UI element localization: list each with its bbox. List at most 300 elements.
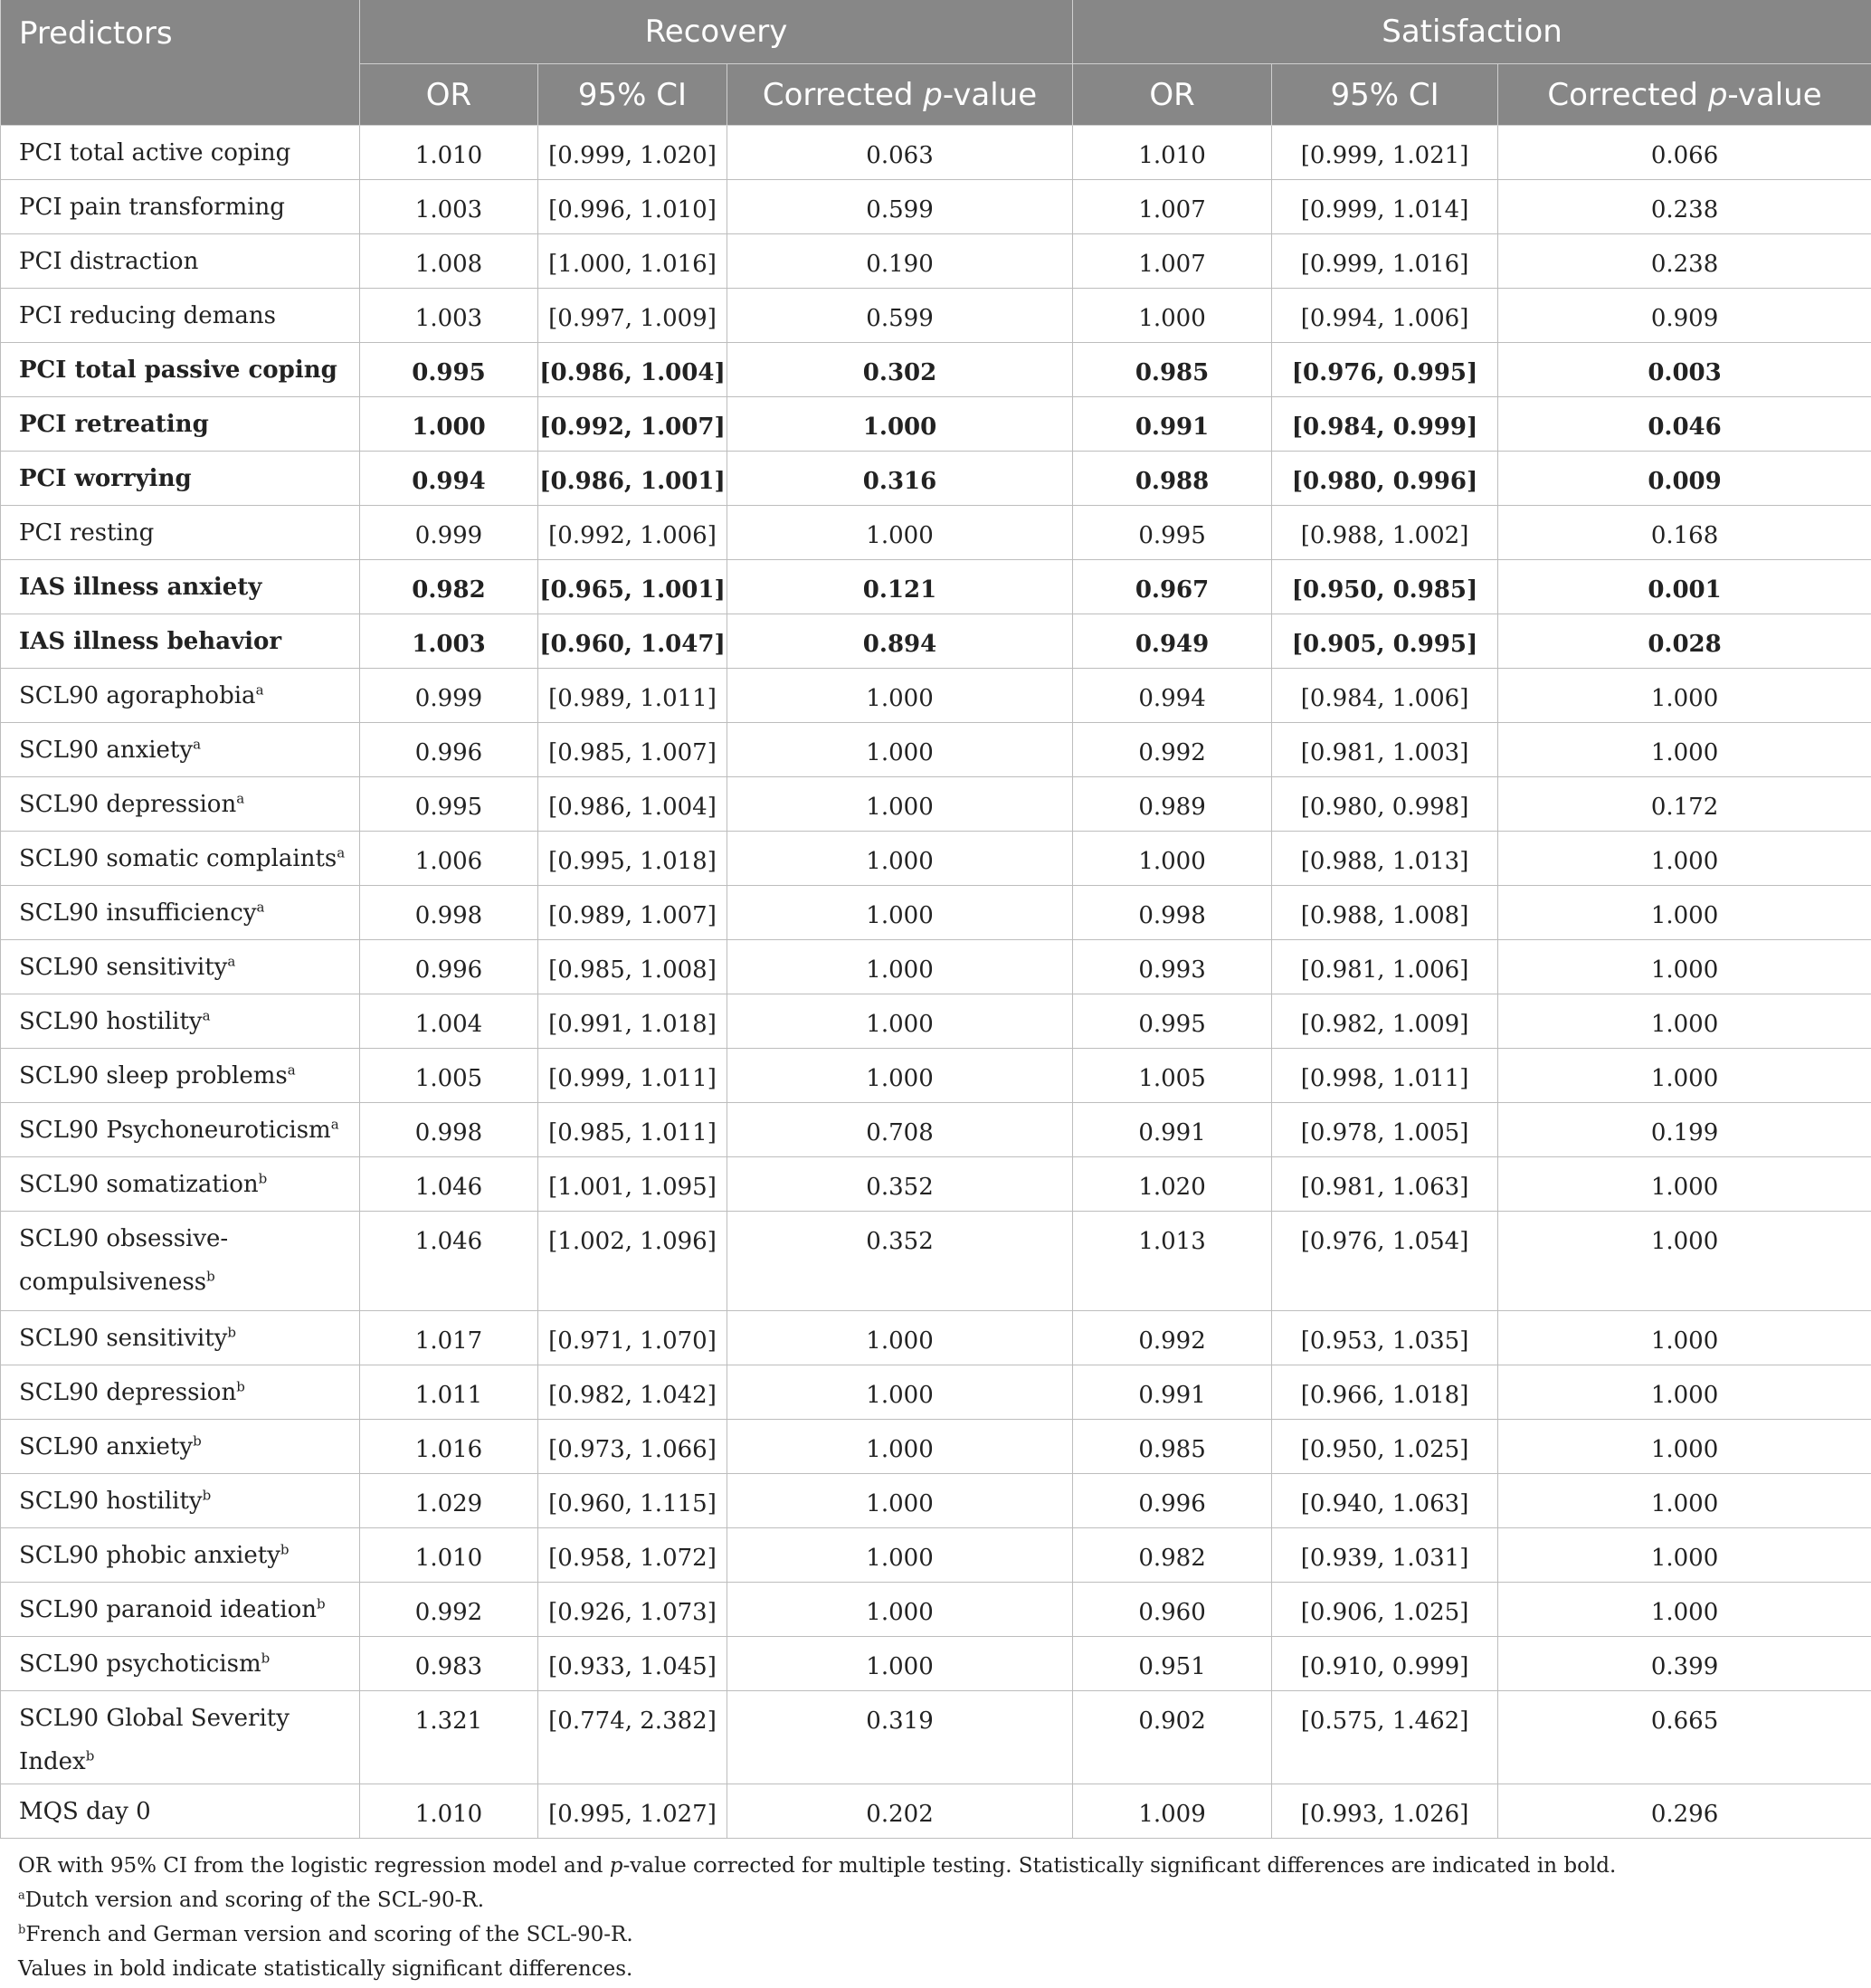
- satisfaction-p-cell: 0.399: [1498, 1637, 1871, 1691]
- predictor-cell: [1, 289, 360, 343]
- p-italic: p: [609, 1854, 623, 1878]
- predictor-cell: [1, 777, 360, 832]
- predictor-name: SCL90 obsessive-compulsiveness: [19, 1225, 229, 1296]
- table-row: [1, 1637, 1871, 1691]
- recovery-p-cell: 1.000: [727, 940, 1073, 994]
- recovery-ci-cell: [0.995, 1.018]: [538, 832, 727, 886]
- satisfaction-or-cell: 0.996: [1073, 1474, 1272, 1528]
- predictor-name: PCI distraction: [19, 248, 199, 275]
- satisfaction-or-cell: 0.992: [1073, 723, 1272, 777]
- footnote-marker: b: [227, 1324, 236, 1341]
- predictor-cell: [1, 1637, 360, 1691]
- recovery-ci-cell: [0.985, 1.007]: [538, 723, 727, 777]
- satisfaction-p-cell: 1.000: [1498, 886, 1871, 940]
- footnote-marker: a: [227, 953, 236, 970]
- satisfaction-or-cell: 1.005: [1073, 1049, 1272, 1103]
- table-row: [1, 832, 1871, 886]
- satisfaction-ci-cell: [0.981, 1.006]: [1272, 940, 1498, 994]
- recovery-or-cell: 0.992: [360, 1583, 538, 1637]
- footnote-marker: b: [280, 1541, 290, 1558]
- predictor-name: SCL90 psychoticism: [19, 1650, 261, 1678]
- recovery-p-cell: 1.000: [727, 506, 1073, 560]
- satisfaction-or-cell: 1.013: [1073, 1212, 1272, 1311]
- table-row: [1, 1474, 1871, 1528]
- satisfaction-corrected-p-header: [1498, 64, 1871, 126]
- recovery-or-cell: 0.995: [360, 777, 538, 832]
- table-row: [1, 180, 1871, 234]
- predictor-cell: [1, 343, 360, 397]
- predictor-name: SCL90 somatization: [19, 1171, 259, 1198]
- recovery-p-cell: 0.708: [727, 1103, 1073, 1157]
- recovery-p-cell: 1.000: [727, 1528, 1073, 1583]
- recovery-ci-cell: [0.933, 1.045]: [538, 1637, 727, 1691]
- satisfaction-ci-cell: [0.950, 0.985]: [1272, 560, 1498, 614]
- recovery-p-cell: 0.316: [727, 452, 1073, 506]
- satisfaction-p-cell: 1.000: [1498, 1157, 1871, 1212]
- satisfaction-or-cell: 0.988: [1073, 452, 1272, 506]
- satisfaction-ci-cell: [0.988, 1.008]: [1272, 886, 1498, 940]
- predictor-cell: [1, 1157, 360, 1212]
- satisfaction-or-cell: 0.985: [1073, 1420, 1272, 1474]
- table-row: [1, 560, 1871, 614]
- table-row: [1, 1784, 1871, 1839]
- recovery-ci-cell: [0.971, 1.070]: [538, 1311, 727, 1365]
- satisfaction-or-cell: 0.991: [1073, 397, 1272, 452]
- satisfaction-or-cell: 0.995: [1073, 506, 1272, 560]
- satisfaction-or-cell: 1.000: [1073, 832, 1272, 886]
- recovery-or-cell: 0.982: [360, 560, 538, 614]
- satisfaction-ci-cell: [0.998, 1.011]: [1272, 1049, 1498, 1103]
- recovery-or-cell: 0.998: [360, 1103, 538, 1157]
- satisfaction-or-cell: 0.991: [1073, 1365, 1272, 1420]
- predictors-header: Predictors: [1, 0, 360, 126]
- footnote-marker: b: [193, 1432, 202, 1450]
- recovery-p-cell: 1.000: [727, 1049, 1073, 1103]
- recovery-ci-cell: [0.997, 1.009]: [538, 289, 727, 343]
- satisfaction-p-cell: 1.000: [1498, 669, 1871, 723]
- recovery-ci-cell: [0.989, 1.011]: [538, 669, 727, 723]
- satisfaction-or-cell: 0.994: [1073, 669, 1272, 723]
- satisfaction-ci-cell: [0.905, 0.995]: [1272, 614, 1498, 669]
- satisfaction-p-cell: 0.001: [1498, 560, 1871, 614]
- recovery-or-cell: 0.995: [360, 343, 538, 397]
- satisfaction-or-cell: 1.009: [1073, 1784, 1272, 1839]
- recovery-or-cell: 1.003: [360, 614, 538, 669]
- table-row: [1, 1311, 1871, 1365]
- satisfaction-ci-cell: [0.988, 1.013]: [1272, 832, 1498, 886]
- recovery-p-cell: 1.000: [727, 994, 1073, 1049]
- footnote-b: [18, 1917, 1855, 1952]
- footnote-marker: a: [287, 1061, 296, 1079]
- footnote-marker: b: [202, 1487, 212, 1504]
- satisfaction-or-cell: 1.010: [1073, 126, 1272, 180]
- table-row: [1, 1212, 1871, 1311]
- satisfaction-p-cell: 0.009: [1498, 452, 1871, 506]
- satisfaction-ci-cell: [0.978, 1.005]: [1272, 1103, 1498, 1157]
- recovery-ci-cell: [1.000, 1.016]: [538, 234, 727, 289]
- recovery-or-cell: 1.321: [360, 1691, 538, 1784]
- recovery-ci-cell: [0.999, 1.011]: [538, 1049, 727, 1103]
- satisfaction-p-cell: 0.665: [1498, 1691, 1871, 1784]
- table-row: [1, 126, 1871, 180]
- recovery-or-cell: 1.011: [360, 1365, 538, 1420]
- recovery-ci-cell: [0.926, 1.073]: [538, 1583, 727, 1637]
- recovery-or-cell: 0.999: [360, 506, 538, 560]
- predictor-cell: [1, 1103, 360, 1157]
- recovery-p-cell: 0.352: [727, 1157, 1073, 1212]
- recovery-ci-cell: [0.989, 1.007]: [538, 886, 727, 940]
- satisfaction-ci-cell: [0.984, 1.006]: [1272, 669, 1498, 723]
- recovery-ci-cell: [0.774, 2.382]: [538, 1691, 727, 1784]
- predictor-name: PCI total active coping: [19, 139, 291, 166]
- recovery-or-cell: 0.996: [360, 723, 538, 777]
- recovery-or-cell: 1.046: [360, 1212, 538, 1311]
- table-row: [1, 723, 1871, 777]
- recovery-ci-cell: [0.992, 1.007]: [538, 397, 727, 452]
- predictor-cell: [1, 560, 360, 614]
- table-row: [1, 506, 1871, 560]
- table-row: [1, 1583, 1871, 1637]
- footnote-marker: b: [206, 1268, 215, 1285]
- predictor-name: SCL90 paranoid ideation: [19, 1596, 318, 1623]
- recovery-ci-cell: [1.002, 1.096]: [538, 1212, 727, 1311]
- recovery-ci-cell: [0.965, 1.001]: [538, 560, 727, 614]
- recovery-or-cell: 1.046: [360, 1157, 538, 1212]
- satisfaction-or-header: OR: [1073, 64, 1272, 126]
- recovery-or-cell: 1.003: [360, 180, 538, 234]
- satisfaction-or-cell: 0.985: [1073, 343, 1272, 397]
- recovery-or-cell: 0.983: [360, 1637, 538, 1691]
- table-row: [1, 994, 1871, 1049]
- satisfaction-ci-cell: [0.999, 1.021]: [1272, 126, 1498, 180]
- recovery-or-cell: 1.005: [360, 1049, 538, 1103]
- recovery-or-cell: 1.017: [360, 1311, 538, 1365]
- footnote-marker: b: [261, 1650, 271, 1667]
- satisfaction-ci-cell: [0.939, 1.031]: [1272, 1528, 1498, 1583]
- predictor-cell: [1, 234, 360, 289]
- predictor-name: SCL90 anxiety: [19, 1433, 194, 1460]
- predictor-name: SCL90 sensitivity: [19, 1325, 228, 1352]
- satisfaction-p-cell: 0.066: [1498, 126, 1871, 180]
- predictor-name: SCL90 somatic complaints: [19, 845, 337, 872]
- satisfaction-or-cell: 0.991: [1073, 1103, 1272, 1157]
- satisfaction-p-cell: 1.000: [1498, 1365, 1871, 1420]
- recovery-p-cell: 0.894: [727, 614, 1073, 669]
- table-row: [1, 614, 1871, 669]
- predictor-cell: [1, 506, 360, 560]
- predictor-cell: [1, 1691, 360, 1784]
- recovery-header: Recovery: [360, 0, 1073, 64]
- satisfaction-or-cell: 0.993: [1073, 940, 1272, 994]
- satisfaction-or-cell: 1.020: [1073, 1157, 1272, 1212]
- footnote-a: [18, 1883, 1855, 1917]
- table-row: [1, 289, 1871, 343]
- predictor-name: SCL90 Global Severity Index: [19, 1705, 290, 1775]
- satisfaction-p-cell: 0.199: [1498, 1103, 1871, 1157]
- recovery-p-cell: 0.319: [727, 1691, 1073, 1784]
- predictor-name: PCI worrying: [19, 465, 192, 492]
- footnote-marker: b: [85, 1747, 95, 1764]
- recovery-p-cell: 1.000: [727, 397, 1073, 452]
- satisfaction-p-cell: 0.238: [1498, 180, 1871, 234]
- satisfaction-ci-cell: [0.953, 1.035]: [1272, 1311, 1498, 1365]
- recovery-or-cell: 1.016: [360, 1420, 538, 1474]
- predictor-name: PCI retreating: [19, 411, 209, 438]
- recovery-or-cell: 0.996: [360, 940, 538, 994]
- predictor-cell: [1, 1528, 360, 1583]
- footnote-text: -value corrected for multiple testing. Statistically significant differences are indicated in bold.: [622, 1854, 1617, 1878]
- p-italic: p: [1707, 76, 1728, 113]
- predictor-name: PCI reducing demans: [19, 302, 276, 329]
- recovery-p-cell: 0.599: [727, 180, 1073, 234]
- satisfaction-or-cell: 0.982: [1073, 1528, 1272, 1583]
- table-row: [1, 234, 1871, 289]
- predictor-cell: [1, 723, 360, 777]
- satisfaction-p-cell: 0.028: [1498, 614, 1871, 669]
- recovery-ci-cell: [0.999, 1.020]: [538, 126, 727, 180]
- predictor-name: SCL90 depression: [19, 791, 237, 818]
- footnote-text: Dutch version and scoring of the SCL-90-R.: [24, 1888, 485, 1912]
- satisfaction-or-cell: 0.995: [1073, 994, 1272, 1049]
- satisfaction-or-cell: 0.902: [1073, 1691, 1272, 1784]
- recovery-p-cell: 1.000: [727, 1583, 1073, 1637]
- satisfaction-or-cell: 1.007: [1073, 180, 1272, 234]
- table-row: [1, 1691, 1871, 1784]
- footnote-marker: a: [337, 844, 346, 861]
- recovery-ci-cell: [0.991, 1.018]: [538, 994, 727, 1049]
- table-row: [1, 397, 1871, 452]
- satisfaction-ci-cell: [0.999, 1.014]: [1272, 180, 1498, 234]
- satisfaction-ci-cell: [0.575, 1.462]: [1272, 1691, 1498, 1784]
- satisfaction-or-cell: 0.967: [1073, 560, 1272, 614]
- satisfaction-ci-cell: [0.982, 1.009]: [1272, 994, 1498, 1049]
- recovery-or-header: OR: [360, 64, 538, 126]
- predictor-cell: [1, 614, 360, 669]
- recovery-or-cell: 0.994: [360, 452, 538, 506]
- table-row: [1, 1528, 1871, 1583]
- value-label: -value: [942, 76, 1038, 113]
- predictor-cell: [1, 940, 360, 994]
- footnote-marker: b: [18, 1923, 26, 1937]
- satisfaction-ci-cell: [0.940, 1.063]: [1272, 1474, 1498, 1528]
- recovery-or-cell: 0.998: [360, 886, 538, 940]
- satisfaction-p-cell: 1.000: [1498, 1528, 1871, 1583]
- footnote-marker: b: [258, 1170, 268, 1187]
- satisfaction-ci-cell: [0.910, 0.999]: [1272, 1637, 1498, 1691]
- satisfaction-header: Satisfaction: [1073, 0, 1871, 64]
- p-italic: p: [923, 76, 943, 113]
- footnote-bold: [18, 1952, 1855, 1986]
- satisfaction-ci-cell: [0.950, 1.025]: [1272, 1420, 1498, 1474]
- footnote-text: French and German version and scoring of the SCL-90-R.: [25, 1923, 633, 1946]
- satisfaction-ci-cell: [0.981, 1.003]: [1272, 723, 1498, 777]
- predictor-name: SCL90 insufficiency: [19, 899, 257, 927]
- predictor-cell: [1, 1049, 360, 1103]
- recovery-p-cell: 1.000: [727, 1474, 1073, 1528]
- recovery-p-cell: 1.000: [727, 777, 1073, 832]
- recovery-or-cell: 1.008: [360, 234, 538, 289]
- table-row: [1, 452, 1871, 506]
- recovery-ci-cell: [0.960, 1.047]: [538, 614, 727, 669]
- predictor-name: IAS illness anxiety: [19, 574, 262, 601]
- recovery-p-cell: 0.302: [727, 343, 1073, 397]
- satisfaction-p-cell: 0.238: [1498, 234, 1871, 289]
- satisfaction-p-cell: 1.000: [1498, 1311, 1871, 1365]
- predictor-cell: [1, 669, 360, 723]
- predictor-name: SCL90 agoraphobia: [19, 682, 256, 709]
- recovery-or-cell: 0.999: [360, 669, 538, 723]
- satisfaction-p-cell: 1.000: [1498, 1583, 1871, 1637]
- predictor-cell: [1, 126, 360, 180]
- recovery-or-cell: 1.006: [360, 832, 538, 886]
- footnote-marker: a: [193, 736, 202, 753]
- footnote-text: Values in bold indicate statistically significant differences.: [18, 1957, 633, 1981]
- table-header: [1, 0, 1871, 126]
- recovery-ci-cell: [1.001, 1.095]: [538, 1157, 727, 1212]
- recovery-p-cell: 1.000: [727, 832, 1073, 886]
- recovery-p-cell: 0.063: [727, 126, 1073, 180]
- satisfaction-p-cell: 0.172: [1498, 777, 1871, 832]
- predictor-name: SCL90 depression: [19, 1379, 237, 1406]
- recovery-ci-cell: [0.985, 1.008]: [538, 940, 727, 994]
- predictor-cell: [1, 1583, 360, 1637]
- recovery-p-cell: 1.000: [727, 669, 1073, 723]
- satisfaction-ci-cell: [0.994, 1.006]: [1272, 289, 1498, 343]
- satisfaction-or-cell: 0.949: [1073, 614, 1272, 669]
- recovery-ci-cell: [0.992, 1.006]: [538, 506, 727, 560]
- footnote-marker: a: [255, 681, 264, 699]
- predictor-name: SCL90 sensitivity: [19, 954, 228, 981]
- satisfaction-p-cell: 0.003: [1498, 343, 1871, 397]
- recovery-ci-cell: [0.960, 1.115]: [538, 1474, 727, 1528]
- satisfaction-ci-cell: [0.984, 0.999]: [1272, 397, 1498, 452]
- satisfaction-ci-cell: [0.980, 0.996]: [1272, 452, 1498, 506]
- recovery-or-cell: 1.010: [360, 1528, 538, 1583]
- predictor-name: SCL90 Psychoneuroticism: [19, 1117, 331, 1144]
- predictor-cell: [1, 180, 360, 234]
- predictor-name: PCI total passive coping: [19, 357, 337, 384]
- satisfaction-ci-cell: [0.980, 0.998]: [1272, 777, 1498, 832]
- satisfaction-ci-cell: [0.976, 1.054]: [1272, 1212, 1498, 1311]
- predictor-name: SCL90 hostility: [19, 1008, 203, 1035]
- predictor-cell: [1, 1474, 360, 1528]
- satisfaction-ci-cell: [0.988, 1.002]: [1272, 506, 1498, 560]
- satisfaction-or-cell: 1.007: [1073, 234, 1272, 289]
- table-row: [1, 1420, 1871, 1474]
- recovery-p-cell: 1.000: [727, 1311, 1073, 1365]
- recovery-ci-cell: [0.973, 1.066]: [538, 1420, 727, 1474]
- satisfaction-ci-cell: [0.999, 1.016]: [1272, 234, 1498, 289]
- recovery-p-cell: 0.599: [727, 289, 1073, 343]
- recovery-ci-cell: [0.986, 1.001]: [538, 452, 727, 506]
- satisfaction-or-cell: 0.989: [1073, 777, 1272, 832]
- header-group-row: [1, 0, 1871, 64]
- predictor-name: SCL90 hostility: [19, 1488, 203, 1515]
- satisfaction-p-cell: 1.000: [1498, 940, 1871, 994]
- recovery-ci-header: 95% CI: [538, 64, 727, 126]
- satisfaction-or-cell: 0.951: [1073, 1637, 1272, 1691]
- predictor-cell: [1, 1784, 360, 1839]
- satisfaction-or-cell: 0.992: [1073, 1311, 1272, 1365]
- predictor-cell: [1, 994, 360, 1049]
- footnote-marker: b: [236, 1378, 245, 1395]
- predictor-cell: [1, 397, 360, 452]
- satisfaction-ci-cell: [0.993, 1.026]: [1272, 1784, 1498, 1839]
- table-row: [1, 669, 1871, 723]
- recovery-p-cell: 1.000: [727, 1365, 1073, 1420]
- satisfaction-or-cell: 1.000: [1073, 289, 1272, 343]
- footnote-marker: a: [256, 899, 265, 916]
- recovery-p-cell: 0.121: [727, 560, 1073, 614]
- predictor-name: SCL90 anxiety: [19, 737, 194, 764]
- recovery-ci-cell: [0.986, 1.004]: [538, 343, 727, 397]
- recovery-or-cell: 1.029: [360, 1474, 538, 1528]
- footnote-marker: a: [18, 1888, 25, 1903]
- recovery-p-cell: 1.000: [727, 1420, 1073, 1474]
- predictor-cell: [1, 886, 360, 940]
- recovery-or-cell: 1.004: [360, 994, 538, 1049]
- satisfaction-ci-header: 95% CI: [1272, 64, 1498, 126]
- satisfaction-p-cell: 0.168: [1498, 506, 1871, 560]
- recovery-p-cell: 0.190: [727, 234, 1073, 289]
- table-row: [1, 1157, 1871, 1212]
- table-row: [1, 1049, 1871, 1103]
- recovery-ci-cell: [0.996, 1.010]: [538, 180, 727, 234]
- predictor-name: PCI pain transforming: [19, 194, 285, 221]
- table-row: [1, 777, 1871, 832]
- predictor-cell: [1, 1365, 360, 1420]
- table-footnotes: [18, 1849, 1855, 1986]
- recovery-ci-cell: [0.982, 1.042]: [538, 1365, 727, 1420]
- recovery-corrected-p-header: [727, 64, 1073, 126]
- footnote-marker: a: [202, 1007, 211, 1024]
- satisfaction-p-cell: 1.000: [1498, 1212, 1871, 1311]
- recovery-or-cell: 1.000: [360, 397, 538, 452]
- table-row: [1, 1103, 1871, 1157]
- table-row: [1, 886, 1871, 940]
- value-label: -value: [1727, 76, 1822, 113]
- satisfaction-p-cell: 1.000: [1498, 723, 1871, 777]
- recovery-p-cell: 1.000: [727, 1637, 1073, 1691]
- recovery-or-cell: 1.010: [360, 1784, 538, 1839]
- satisfaction-ci-cell: [0.981, 1.063]: [1272, 1157, 1498, 1212]
- satisfaction-p-cell: 0.046: [1498, 397, 1871, 452]
- table-row: [1, 1365, 1871, 1420]
- predictor-cell: [1, 1311, 360, 1365]
- recovery-ci-cell: [0.986, 1.004]: [538, 777, 727, 832]
- satisfaction-p-cell: 0.909: [1498, 289, 1871, 343]
- recovery-p-cell: 1.000: [727, 886, 1073, 940]
- footnote-marker: a: [330, 1116, 339, 1133]
- predictor-cell: [1, 452, 360, 506]
- predictor-cell: [1, 832, 360, 886]
- footnote-marker: a: [236, 790, 245, 807]
- predictor-cell: [1, 1212, 360, 1311]
- predictor-name: SCL90 sleep problems: [19, 1062, 288, 1089]
- recovery-ci-cell: [0.995, 1.027]: [538, 1784, 727, 1839]
- predictor-name: IAS illness behavior: [19, 628, 282, 655]
- footnote-marker: b: [317, 1595, 326, 1612]
- satisfaction-p-cell: 1.000: [1498, 832, 1871, 886]
- recovery-p-cell: 1.000: [727, 723, 1073, 777]
- corrected-label: Corrected: [1547, 76, 1708, 113]
- predictor-name: SCL90 phobic anxiety: [19, 1542, 280, 1569]
- recovery-p-cell: 0.202: [727, 1784, 1073, 1839]
- satisfaction-ci-cell: [0.976, 0.995]: [1272, 343, 1498, 397]
- recovery-or-cell: 1.003: [360, 289, 538, 343]
- table-row: [1, 940, 1871, 994]
- predictor-name: PCI resting: [19, 519, 155, 547]
